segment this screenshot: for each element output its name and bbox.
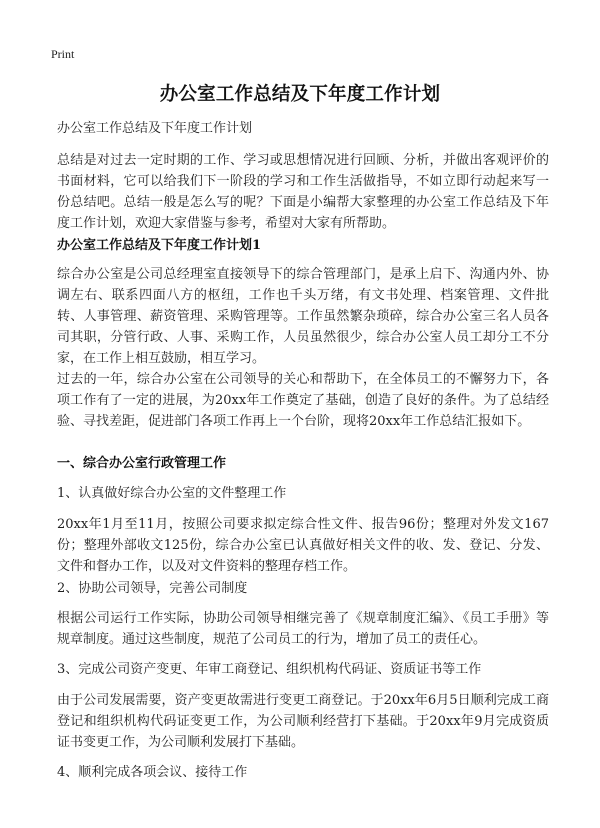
item-2-body-text: 根据公司运行工作实际，协助公司领导相继完善了《规章制度汇编》、《员工手册》等规章制度。通过这些制度，规范了公司员工的行为，增加了员工的责任心。 — [57, 611, 549, 647]
intro-text: 总结是对过去一定时期的工作、学习或思想情况进行回顾、分析，并做出客观评价的书面材料，它可以给我们下一阶段的学习和工作生活做指导，不如立即行动起来写一份总结吧。总结一般是怎么写的呢？下面是小编帮大家整理的办公室工作总结及下年度工作计划，欢迎大家借鉴与参考，希望对大家有所帮助。 — [57, 153, 549, 231]
item-2-title — [57, 578, 549, 599]
heading-one-text: 一、综合办公室行政管理工作 — [57, 456, 227, 471]
paragraph-2-text: 过去的一年，综合办公室在公司领导的关心和帮助下，在全体员工的不懈努力下，各项工作有了一定的进展，为20xx年工作奠定了基础，创造了良好的条件。为了总结经验、寻找差距，促进部门各项工作再上一个台阶，现将20xx年工作总结汇报如下。 — [57, 372, 549, 429]
item-1-title — [57, 483, 549, 504]
item-3-body-text: 由于公司发展需要，资产变更故需进行变更工商登记。于20xx年6月5日顺利完成工商登记和组织机构代码证变更工作，为公司顺利经营打下基础。于20xx年9月完成资质证书变更工作，为公司顺利发展打下基础。 — [57, 693, 549, 750]
paragraph-1 — [57, 264, 549, 369]
item-1-body-text: 20xx年1月至11月，按照公司要求拟定综合性文件、报告96份；整理对外发文167份；整理外部收文125份，综合办公室已认真做好相关文件的收、发、登记、分发、文件和督办工作，以及对文件资料的整理存档工作。 — [57, 517, 549, 574]
subtitle-text: 办公室工作总结及下年度工作计划 — [57, 121, 253, 136]
item-4-title-text: 4、顺利完成各项会议、接待工作 — [57, 765, 248, 780]
section-heading — [57, 235, 549, 256]
item-1-body — [57, 514, 549, 577]
item-2-body — [57, 608, 549, 650]
paragraph-2 — [57, 369, 549, 432]
heading-one — [57, 453, 549, 474]
item-2-title-text: 2、协助公司领导，完善公司制度 — [57, 581, 248, 596]
item-4-title — [57, 762, 549, 783]
item-1-title-text: 1、认真做好综合办公室的文件整理工作 — [57, 486, 287, 501]
intro-paragraph — [57, 150, 549, 234]
item-3-title — [57, 659, 549, 680]
print-label[interactable]: Print — [51, 47, 75, 61]
paragraph-1-text: 综合办公室是公司总经理室直接领导下的综合管理部门，是承上启下、沟通内外、协调左右、联系四面八方的枢纽，工作也千头万绪，有文书处理、档案管理、文件批转、人事管理、薪资管理、采购管理等。工作虽然繁杂琐碎，综合办公室三名人员各司其职，分管行政、人事、采购工作，人员虽然很少，综合办公室人员工却分工不分家，在工作上相互鼓励，相互学习。 — [57, 267, 549, 366]
page-title: 办公室工作总结及下年度工作计划 — [159, 84, 441, 105]
section-heading-text: 办公室工作总结及下年度工作计划1 — [57, 238, 262, 253]
item-3-title-text: 3、完成公司资产变更、年审工商登记、组织机构代码证、资质证书等工作 — [57, 662, 482, 677]
subtitle — [57, 118, 549, 139]
item-3-body — [57, 690, 549, 753]
